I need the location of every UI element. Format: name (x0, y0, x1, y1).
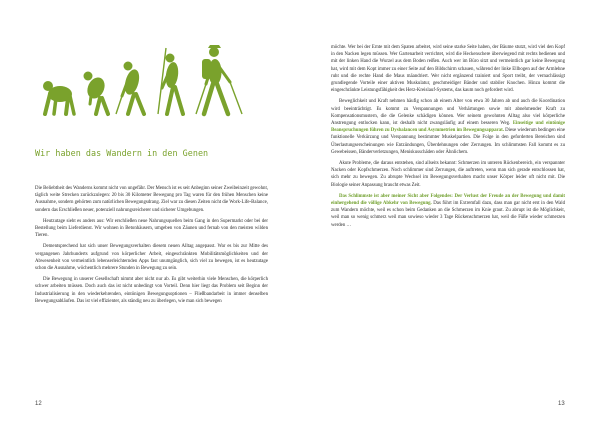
highlighted-text: Einseitige und eintönige Beanspruchungen führen zu Dysbalancen und Asymmetrien im Bewegungsapparat. (331, 121, 565, 134)
ape-figure (43, 81, 74, 114)
paragraph-text: Das führt im Extremfall dazu, dass man gar nicht erst in den Wald zum Wandern möchte, weil es schon beim Gedanken an die Schmerzen im Knie graut. Zu abrupt ist die Möglichkeit, weil man so wenig schmerz weil man sowieso wieder 3 Tage Rückenschmerzen hat, weil die Füße wieder schmerzen werden … (331, 201, 565, 228)
modern-hiker-figure (196, 45, 242, 114)
page-number: 13 (558, 401, 565, 407)
evolution-hiker-illustration (30, 42, 262, 118)
highlighted-text: Das Schlimmste ist aber meiner Sicht aber Folgendes: Der Verlust der Freude an der Bewegung und damit einhergehend die völlige Abkehr von Bewegung. (331, 193, 565, 207)
paragraph-text: Beweglichkeit und Kraft nehmen häufig schon ab einem Alter von etwa 30 Jahren ab und auch die Koordination wird beeinträchtigt. Es kommt zu Verspannungen und Verhärtungen sowie mit abnehmender Kraft zu Kompensationsmustern, die die Gelenke schädigen können. Wer seinem gewohnten Alltag also viel körperliche Anstrengung entlocken kann, ist deshalb nicht zwangsläufig auf einem besseren Weg. (331, 99, 565, 127)
left-body-text (35, 185, 268, 305)
paragraph (35, 218, 268, 240)
caveman-figure (158, 48, 183, 114)
paragraph: möchte. Wer bei der Ernte mit dem Spaten arbeitet, wird seine starke Seite haben, der Bäume stutzt, wird viel den Kopf in den Nacken legen müssen. Wer Gartenarbeit verrichtet, wird die Heckenschere überwiegend mit rechts bedienen und mit der linken Hand die Wurzel aus dem Boden reißen. Auch wer im Büro sitzt und vermeintlich gar keine Bewegung hat, wird mit dem Kopt immer zu einer Seite auf den Bildschirm schauen, während der linke Ellbogen auf der Armlehne ruht und die rechte Hand die Maus mäandriert. Wer nicht ergänzend trainiert und Sport treibt, der vernachlässigt grundlegende Vorteile einer aktiven Muskulatur, geschmeidiger Bänder und stabiler Knochen. Hinzu kommt die eingeschränkte Leistungsfähigkeit des Herz-Kreislauf-Systems, das kaum noch gefordert wird. (331, 45, 565, 94)
paragraph (35, 276, 268, 305)
hominid-figure-2 (116, 62, 144, 115)
page-number: 12 (35, 401, 42, 407)
paragraph: Die Beliebtheit des Wanderns kommt nicht von ungefähr. Der Mensch ist es seit Anbeginn seiner Zweibeinzeit gewohnt, täglich weite Strecken zurückzulegen: 20 bis 30 Kilometer Bewegung pro Tag waren für den frühen Menschen keine Ausnahme, sondern gehörten zum natürlichen Bewegungsdrang. Ziel war zu diesen Zeiten nicht die Work-Life-Balance, sondern das Erschließen neuer, potenziell nahrungsreicherer und sicherer Umgebungen. (35, 186, 268, 213)
paragraph-text: Diese wiederum bedingen eine funktionelle Verkürzung und Verspannung bestimmter Muskelpartien. Die Folge in den geforderten Bereichen sind Überlastungserscheinungen wie Entzündungen, Überdehnungen oder Zerrungen. Im schlimmsten Fall kommt es zu Gewebeissen, Bänderverletzungen, Meniskusschäden oder Ähnlichem. (331, 128, 565, 155)
paragraph (331, 160, 565, 189)
right-body-text (331, 44, 565, 229)
hominid-figure-1 (84, 72, 109, 115)
paragraph (331, 98, 565, 156)
paragraph (35, 243, 268, 272)
paragraph-text: Heutzutage sieht es anders aus: Wir erschließen neue Nahrungsquellen beim Gang in den Supermarkt oder bei der Bestellung beim Lieferdienst. Wir wohnen in Betonhäusern, umgeben von Zäunen und fernab von den meisten wilden Tieren. (35, 218, 268, 239)
paragraph-text: Dementsprechend hat sich unser Bewegungsverhalten diesem neuen Alltag angepasst. War es bis zur Mitte des vergangenen Jahrhunderts aufgrund von körperlicher Arbeit, eingeschränkten Mobilitätsmöglichkeiten und der Abwesenheit von vermeintlich lebenserleichternden Apps fast unumgänglich, sich viel zu bewegen, ist es heutzutage schon die Ausnahme, wöchentlich mehrere Stunden in Bewegung zu sein. (35, 244, 268, 272)
paragraph (331, 193, 565, 229)
paragraph-text: Die Bewegung in unserer Gesellschaft nimmt aber nicht nur ab. Es gibt weiterhin viele Menschen, die körperlich schwer arbeiten müssen. Doch auch das ist nicht unbedingt von Vorteil. Denn hier liegt das Problem seit Beginn der Industrialisierung in den wiederkehrenden, eintönigen Bewegungsoptionen – Fließbandarbeit in immer denselben Bewegungsabläufen. Das ist viel effizienter, als ständig neu zu überlegen, wie man sich bewegen (35, 277, 268, 304)
paragraph-text: Akute Probleme, die daraus entstehen, sind allseits bekannt: Schmerzen im unteren Rückenbereich, ein verspannter Nacken oder Kopfschmerzen. Noch schlimmer sind Zerrungen, die auftreten, wenn man sich gerade entschlossen hat, sich mehr zu bewegen. Zu abrupte Wechsel im Bewegungsverhalten macht unser Körper leider oft nicht mit. Die Biologie seiner Anpassung braucht etwas Zeit. (331, 161, 565, 188)
section-heading: Wir haben das Wandern in den Genen (35, 148, 209, 158)
